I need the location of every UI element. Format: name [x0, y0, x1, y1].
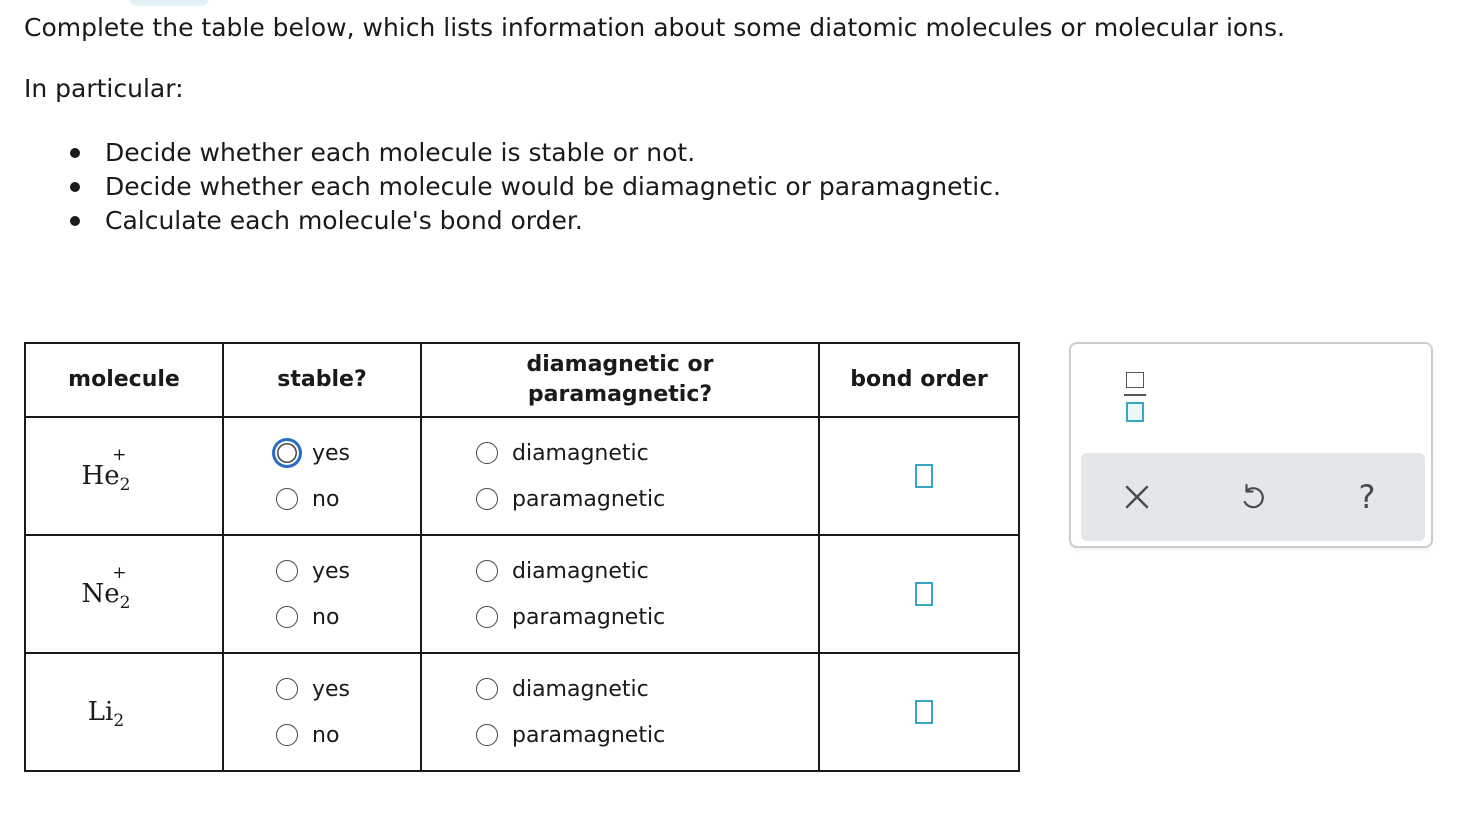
radio-button[interactable]	[476, 560, 498, 582]
magnetic-cell	[421, 417, 819, 535]
option-label: paramagnetic	[512, 722, 666, 748]
option-label: no	[312, 486, 340, 512]
stable-cell	[223, 417, 421, 535]
paramagnetic-option[interactable]	[476, 720, 818, 750]
header-molecule: molecule	[25, 343, 223, 417]
magnetic-cell	[421, 535, 819, 653]
molecule-formula	[87, 697, 125, 731]
radio-button[interactable]	[272, 438, 302, 468]
radio-button[interactable]	[476, 606, 498, 628]
stable-cell	[223, 653, 421, 771]
question-intro: Complete the table below, which lists information about some diatomic molecules or molecular ions.	[24, 13, 1285, 42]
instruction-item: Decide whether each molecule is stable or not.	[70, 136, 1001, 170]
option-label: diamagnetic	[512, 558, 649, 584]
diamagnetic-option[interactable]	[476, 438, 818, 468]
radio-button[interactable]	[476, 442, 498, 464]
radio-button[interactable]	[276, 678, 298, 700]
molecule-formula	[81, 563, 131, 613]
header-bond-order: bond order	[819, 343, 1019, 417]
instruction-item: Calculate each molecule's bond order.	[70, 204, 1001, 238]
option-label: paramagnetic	[512, 486, 666, 512]
radio-button[interactable]	[476, 678, 498, 700]
top-tab-decoration	[128, 0, 210, 6]
option-label: yes	[312, 676, 351, 702]
molecule-symbol: Ne	[81, 579, 120, 609]
option-label: no	[312, 722, 340, 748]
option-label: diamagnetic	[512, 440, 649, 466]
radio-button[interactable]	[476, 488, 498, 510]
stable-no-option[interactable]	[276, 720, 420, 750]
stable-cell	[223, 535, 421, 653]
option-label: no	[312, 604, 340, 630]
stable-yes-option[interactable]	[276, 674, 420, 704]
undo-icon[interactable]	[1233, 477, 1273, 517]
answer-toolbar	[1069, 342, 1433, 548]
paramagnetic-option[interactable]	[476, 484, 818, 514]
toolbar-actions	[1081, 453, 1425, 541]
diamagnetic-option[interactable]	[476, 556, 818, 586]
molecule-symbol: Li	[87, 697, 114, 727]
header-magnetic-line1: diamagnetic or	[526, 352, 714, 377]
close-icon[interactable]	[1117, 477, 1157, 517]
bond-order-input[interactable]	[915, 582, 933, 606]
stable-yes-option[interactable]	[276, 556, 420, 586]
molecule-table	[24, 342, 1020, 772]
bond-order-cell	[819, 653, 1019, 771]
stable-no-option[interactable]	[276, 484, 420, 514]
molecule-cell	[25, 417, 223, 535]
stable-yes-option[interactable]	[276, 438, 420, 468]
molecule-cell	[25, 535, 223, 653]
radio-button[interactable]	[276, 560, 298, 582]
bond-order-cell	[819, 417, 1019, 535]
molecule-subscript: 2	[119, 475, 131, 495]
option-label: yes	[312, 440, 351, 466]
header-magnetic	[421, 343, 819, 417]
header-magnetic-line2: paramagnetic?	[527, 382, 713, 407]
molecule-charge: +	[112, 445, 127, 465]
bond-order-input[interactable]	[915, 700, 933, 724]
molecule-subscript: 2	[119, 593, 131, 613]
radio-button[interactable]	[476, 724, 498, 746]
header-stable: stable?	[223, 343, 421, 417]
molecule-charge: +	[112, 563, 127, 583]
radio-button[interactable]	[276, 606, 298, 628]
molecule-formula	[81, 445, 131, 495]
option-label: diamagnetic	[512, 676, 649, 702]
instruction-list	[70, 136, 1001, 238]
bond-order-input[interactable]	[915, 464, 933, 488]
molecule-cell	[25, 653, 223, 771]
molecule-subscript: 2	[113, 711, 125, 731]
table-row	[25, 417, 1019, 535]
radio-button[interactable]	[276, 488, 298, 510]
table-row	[25, 653, 1019, 771]
option-label: paramagnetic	[512, 604, 666, 630]
instruction-item: Decide whether each molecule would be diamagnetic or paramagnetic.	[70, 170, 1001, 204]
stable-no-option[interactable]	[276, 602, 420, 632]
table-row	[25, 535, 1019, 653]
diamagnetic-option[interactable]	[476, 674, 818, 704]
option-label: yes	[312, 558, 351, 584]
question-subheading: In particular:	[24, 74, 184, 103]
bond-order-cell	[819, 535, 1019, 653]
paramagnetic-option[interactable]	[476, 602, 818, 632]
radio-button[interactable]	[276, 724, 298, 746]
molecule-symbol: He	[81, 461, 120, 491]
fraction-icon[interactable]	[1124, 372, 1146, 422]
magnetic-cell	[421, 653, 819, 771]
help-icon[interactable]: ?	[1358, 478, 1376, 516]
